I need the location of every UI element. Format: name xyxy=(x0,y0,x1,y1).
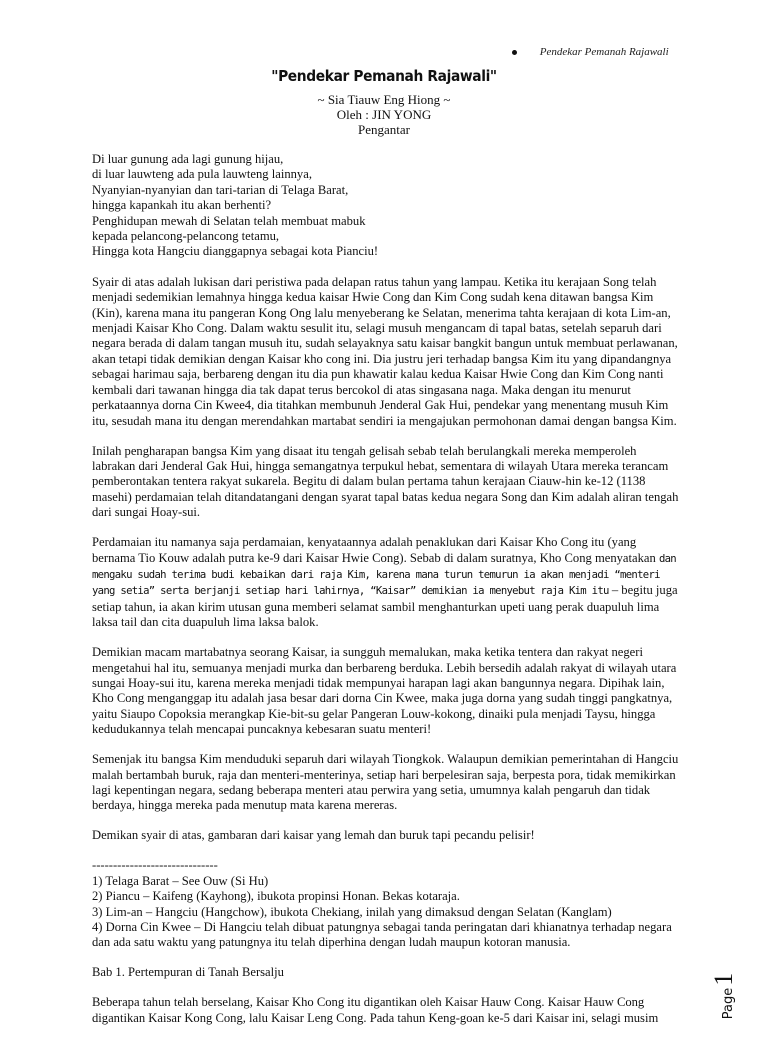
paragraph: Beberapa tahun telah berselang, Kaisar Kho Cong itu digantikan oleh Kaisar Hauw Cong. Kaisar Hauw Cong digantikan Kaisar Kong Cong, lalu Kaisar Leng Cong. Pada tahun Keng-goan ke-5 dari Kaisar ini, selagi musim xyxy=(92,995,659,1025)
page-number-value: 1 xyxy=(709,972,738,986)
paragraph: Syair di atas adalah lukisan dari peristiwa pada delapan ratus tahun yang lampau. Ketika itu kerajaan Song telah menjadi sedemikian lemahnya hingga kedua kaisar Hwie Cong dan Kim Cong sudah kena ditawan bangsa Kim (Kin), karena mana itu pangeran Kong Ong lalu menyeberang ke Selatan, menerima tahta kerajaan di kota Lim-an, menjadi Kaisar Kho Cong. Dalam waktu sesulit itu, selagi musuh mengancam di tapal batas, setelah separuh dari negara berada di dalam tangan musuh itu, sudah selayaknya satu kaisar bangkit bangun untuk membuat perlawanan, akan tetapi tidak demikian dengan Kaisar kho cong ini. Dia justru jeri terhadap bangsa Kim itu yang dipandangnya sebagai harimau saja, berbareng dengan itu dia pun khawatir kalau kedua Kaisar Hwie Cong dan Kim Cong nanti kembali dari tawanan hingga dia tak dapat terus bercokol di atas singasana naga. Maka dengan itu menurut perkataannya dorna Cin Kwee4, dia titahkan membunuh Jenderal Gak Hui, pendekar yang menentang musuh Kim itu, sesudah mana itu dengan merendahkan martabat sendiri ia mengajukan permohonan damai dengan bangsa Kim. xyxy=(92,274,678,428)
footnote: 4) Dorna Cin Kwee – Di Hangciu telah dibuat patungnya sebagai tanda peringatan dari khianatnya terhadap negara dan ada satu waktu yang patungnya itu telah diperhina dengan ludah maupun kotoran manusia. xyxy=(92,920,672,950)
poem-line: hingga kapankah itu akan berhenti? xyxy=(92,198,272,213)
subtitle-line: ~ Sia Tiauw Eng Hiong ~ xyxy=(317,92,451,107)
section-heading: Pengantar xyxy=(358,122,410,137)
poem-line: Penghidupan mewah di Selatan telah membuat mabuk xyxy=(92,213,366,228)
page-word: Page xyxy=(721,987,736,1020)
paragraph: Semenjak itu bangsa Kim menduduki separuh dari wilayah Tiongkok. Walaupun demikian pemerintahan di Hangciu malah bertambah buruk, raja dan menteri-menterinya, setiap hari berpelesiran saja, berpesta pora, tidak memikirkan lagi kepentingan negara, sedang beberapa menteri atau perwira yang setia, umumnya kalah pengaruh dan tidak berdaya, hingga mereka pada menutup mata karena mereras. xyxy=(92,752,679,813)
running-title: Pendekar Pemanah Rajawali xyxy=(539,46,669,58)
paragraph-text-alt-font: dan mengaku sudah terima budi kebaikan dari raja Kim, karena mana turun temurun ia akan menjadi “menteri yang setia” serta berjanji setiap hari lahirnya, “Kaisar” demikian ia menyebut raja Kim itu xyxy=(92,552,676,598)
footnote: 3) Lim-an – Hangciu (Hangchow), ibukota Chekiang, inilah yang dimaksud dengan Selatan (Kanglam) xyxy=(92,904,612,919)
running-header xyxy=(512,46,728,58)
footnote-divider: ------------------------------ xyxy=(92,858,218,873)
poem-line: kepada pelancong-pelancong tetamu, xyxy=(92,229,280,244)
paragraph-text: Perdamaian itu namanya saja perdamaian, kenyataannya adalah penaklukan dari Kaisar Kho Cong itu (yang bernama Tio Kouw adalah putra ke-9 dari Kaisar Hwie Cong). Sebab di dalam suratnya, Kho Cong menyatakan xyxy=(92,535,656,565)
bullet-icon xyxy=(512,50,517,55)
subtitle-block xyxy=(0,92,768,137)
document-body xyxy=(92,152,680,1041)
document-title: "Pendekar Pemanah Rajawali" xyxy=(271,67,497,85)
poem xyxy=(92,152,680,260)
paragraph xyxy=(92,535,680,630)
poem-line: Nyanyian-nyanyian dan tari-tarian di Telaga Barat, xyxy=(92,182,349,197)
paragraph: Inilah pengharapan bangsa Kim yang disaat itu tengah gelisah sebab telah berulangkali mereka memperoleh labrakan dari Jenderal Gak Hui, hingga semangatnya terpukul hebat, sementara di wilayah Utara mereka terancam pemberontakan tentera rakyat sukarela. Begitu di dalam bulan pertama tahun kerajaan Ciauw-hin ke-12 (1138 masehi) perdamaian telah ditandatangani dengan syarat tapal batas kedua negara Song dan Kim adalah aliran tengah dari sungai Hoay-sui. xyxy=(92,443,679,520)
paragraph: Demikan syair di atas, gambaran dari kaisar yang lemah dan buruk tapi pecandu pelisir! xyxy=(92,828,535,843)
poem-line: Di luar gunung ada lagi gunung hijau, xyxy=(92,152,284,166)
poem-line: di luar lauwteng ada pula lauwteng lainnya, xyxy=(92,167,312,182)
footnote: 1) Telaga Barat – See Ouw (Si Hu) xyxy=(92,873,269,888)
poem-line: Hingga kota Hangciu dianggapnya sebagai kota Pianciu! xyxy=(92,244,379,259)
page-number xyxy=(709,966,765,1026)
paragraph-text: – begitu juga setiap tahun, ia akan kirim utusan guna memberi selamat sambil menghanturkan upeti uang perak duapuluh lima laksa tail dan cita duapuluh lima laksa balok. xyxy=(92,583,678,630)
author-line: Oleh : JIN YONG xyxy=(336,107,432,122)
footnote: 2) Piancu – Kaifeng (Kayhong), ibukota propinsi Honan. Bekas kotaraja. xyxy=(92,889,460,904)
chapter-title: Bab 1. Pertempuran di Tanah Bersalju xyxy=(92,964,284,979)
paragraph: Demikian macam martabatnya seorang Kaisar, ia sungguh memalukan, maka ketika tentera dan rakyat negeri mengetahui hal itu, semuanya menjadi murka dan berbareng berduka. Lebih bersedih adalah rakyat di wilayah utara sungai Hoay-sui itu, karena mereka menjadi tidak mempunyai harapan lagi akan bangunnya negara. Dipihak lain, Kho Cong menganggap itu adalah jasa besar dari dorna Cin Kwee, maka juga dorna yang sudah tinggi pangkatnya, yaitu Siaupo Copoksia merangkap Kie-bit-su gelar Pangeran Louw-kokong, dinaiki pula menjadi Taysu, hingga kedudukannya telah mencapai puncaknya kebesaran suatu menteri! xyxy=(92,645,677,737)
footnotes xyxy=(92,874,680,951)
